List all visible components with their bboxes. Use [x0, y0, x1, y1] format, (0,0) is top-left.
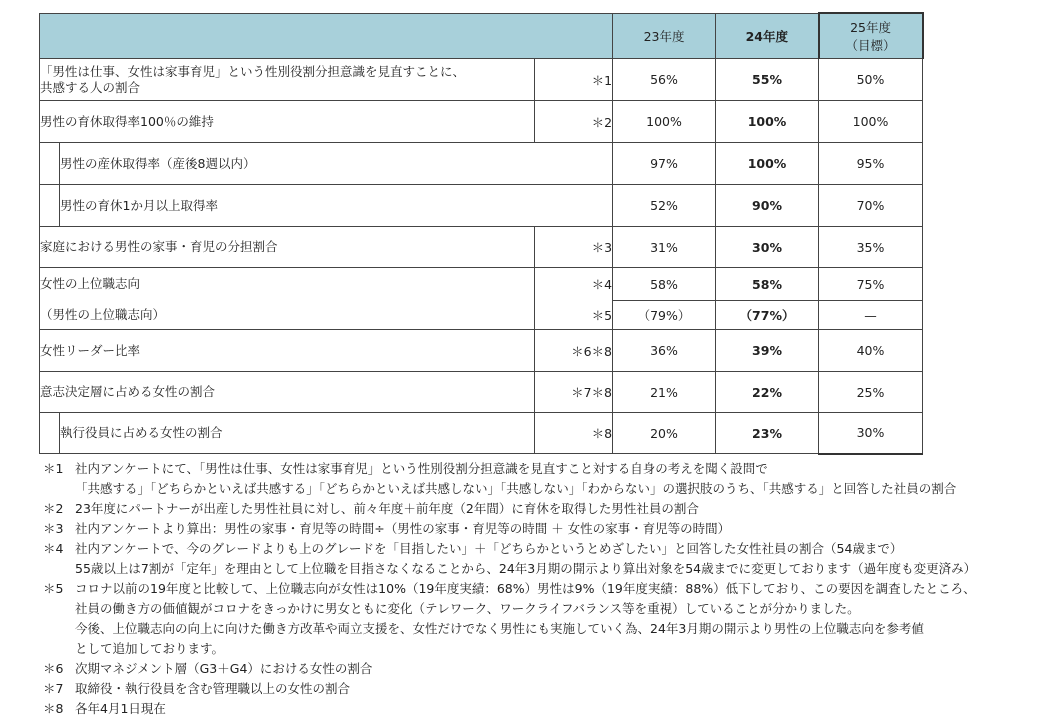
- header-fy23: 23年度: [613, 13, 716, 59]
- footnote-6: [43, 659, 1043, 679]
- value-fy25: —: [819, 301, 923, 330]
- header-fy24: 24年度: [716, 13, 819, 59]
- value-fy23: 31%: [613, 227, 716, 268]
- footnote-mark: ＊2: [43, 501, 64, 516]
- row-label: 女性の上位職志向: [40, 268, 535, 301]
- row-note: ＊1: [535, 59, 613, 101]
- table-row: [40, 143, 923, 185]
- table-row: [40, 185, 923, 227]
- row-note: ＊3: [535, 227, 613, 268]
- value-fy23: 56%: [613, 59, 716, 101]
- row-label: [40, 59, 535, 101]
- footnote-text: コロナ以前の19年度と比較して、上位職志向が女性は10%（19年度実績：68%）男性は9%（19年度実績：88%）低下しており、この要因を調査したところ、: [75, 581, 976, 596]
- row-note: ＊6＊8: [535, 330, 613, 372]
- table-header-row: [40, 13, 923, 59]
- table-row: [40, 101, 923, 143]
- value-fy24: 100%: [716, 101, 819, 143]
- indent-cell: [40, 413, 60, 454]
- footnote-mark: ＊6: [43, 661, 64, 676]
- value-fy23: （79%）: [613, 301, 716, 330]
- kpi-table: [39, 12, 924, 455]
- row-label: 女性リーダー比率: [40, 330, 535, 372]
- footnote-text: 社内アンケートより算出：男性の家事・育児等の時間÷（男性の家事・育児等の時間 ＋ 女性の家事・育児等の時間）: [75, 521, 731, 536]
- row-label-line2: 共感する人の割合: [40, 79, 141, 95]
- value-fy24: 55%: [716, 59, 819, 101]
- footnote-text: 社内アンケートで、今のグレードよりも上のグレードを「目指したい」＋「どちらかというとめざしたい」と回答した女性社員の割合（54歳まで）: [75, 541, 903, 556]
- value-fy24: （77%）: [716, 301, 819, 330]
- footnote-1-cont: 「共感する」「どちらかといえば共感する」「どちらかといえば共感しない」「共感しない」「わからない」の選択肢のうち、「共感する」と回答した社員の割合: [75, 481, 957, 496]
- value-fy24: 30%: [716, 227, 819, 268]
- value-fy25: 100%: [819, 101, 923, 143]
- value-fy24: 22%: [716, 372, 819, 413]
- value-fy24: 23%: [716, 413, 819, 454]
- value-fy25: 25%: [819, 372, 923, 413]
- value-fy24: 90%: [716, 185, 819, 227]
- value-fy23: 21%: [613, 372, 716, 413]
- value-fy25: 30%: [819, 413, 923, 454]
- footnotes: [43, 459, 1043, 719]
- table-row: [40, 413, 923, 454]
- row-note: ＊5: [535, 301, 613, 330]
- footnote-text: 23年度にパートナーが出産した男性社員に対し、前々年度＋前年度（2年間）に育休を取得した男性社員の割合: [75, 501, 699, 516]
- value-fy25: 50%: [819, 59, 923, 101]
- row-note: ＊8: [535, 413, 613, 454]
- value-fy25: 40%: [819, 330, 923, 372]
- value-fy25: 70%: [819, 185, 923, 227]
- table-row: [40, 330, 923, 372]
- header-fy25-line2: （目標）: [845, 38, 896, 53]
- footnote-mark: ＊3: [43, 521, 64, 536]
- value-fy23: 100%: [613, 101, 716, 143]
- table-row: [40, 268, 923, 301]
- footnote-2: [43, 499, 1043, 519]
- value-fy23: 20%: [613, 413, 716, 454]
- row-note: ＊2: [535, 101, 613, 143]
- row-note: ＊4: [535, 268, 613, 301]
- row-label-line1: 「男性は仕事、女性は家事育児」という性別役割分担意識を見直すことに、: [40, 63, 466, 79]
- row-label: 執行役員に占める女性の割合: [60, 413, 535, 454]
- footnote-text: 社内アンケートにて、「男性は仕事、女性は家事育児」という性別役割分担意識を見直すこと対する自身の考えを聞く設問で: [75, 461, 768, 476]
- indent-cell: [40, 185, 60, 227]
- footnote-4: [43, 539, 1043, 559]
- value-fy23: 58%: [613, 268, 716, 301]
- footnote-mark: ＊4: [43, 541, 64, 556]
- header-fy25-line1: 25年度: [850, 20, 891, 35]
- table-row: [40, 59, 923, 101]
- footnote-text: 次期マネジメント層（G3＋G4）における女性の割合: [75, 661, 373, 676]
- footnote-1: [43, 459, 1043, 479]
- footnote-5-cont: 社員の働き方の価値観がコロナをきっかけに男女ともに変化（テレワーク、ワークライフバランス等を重視）していることが分かりました。: [75, 601, 860, 616]
- footnote-mark: ＊5: [43, 581, 64, 596]
- value-fy25: 35%: [819, 227, 923, 268]
- value-fy24: 39%: [716, 330, 819, 372]
- header-blank-cell: [40, 13, 613, 59]
- row-label: 家庭における男性の家事・育児の分担割合: [40, 227, 535, 268]
- row-label: 男性の産休取得率（産後8週以内）: [60, 143, 613, 185]
- footnote-8: [43, 699, 1043, 719]
- row-label: 男性の育休取得率100％の維持: [40, 101, 535, 143]
- value-fy23: 36%: [613, 330, 716, 372]
- table-row: [40, 372, 923, 413]
- row-label: 意志決定層に占める女性の割合: [40, 372, 535, 413]
- value-fy23: 97%: [613, 143, 716, 185]
- footnote-text: 取締役・執行役員を含む管理職以上の女性の割合: [75, 681, 351, 696]
- footnote-5-cont: として追加しております。: [75, 641, 225, 656]
- indent-cell: [40, 143, 60, 185]
- footnote-3: [43, 519, 1043, 539]
- value-fy25: 95%: [819, 143, 923, 185]
- footnote-5-cont: 今後、上位職志向の向上に向けた働き方改革や両立支援を、女性だけでなく男性にも実施していく為、24年3月期の開示より男性の上位職志向を参考値: [75, 621, 924, 636]
- footnote-mark: ＊7: [43, 681, 64, 696]
- value-fy24: 58%: [716, 268, 819, 301]
- row-note: ＊7＊8: [535, 372, 613, 413]
- row-label: 男性の育休1か月以上取得率: [60, 185, 613, 227]
- footnote-7: [43, 679, 1043, 699]
- table-row: [40, 301, 923, 330]
- value-fy25: 75%: [819, 268, 923, 301]
- row-label: （男性の上位職志向）: [40, 301, 535, 330]
- header-fy25-target: [819, 13, 923, 59]
- value-fy23: 52%: [613, 185, 716, 227]
- footnote-mark: ＊1: [43, 461, 64, 476]
- value-fy24: 100%: [716, 143, 819, 185]
- footnote-text: 各年4月1日現在: [75, 701, 166, 716]
- footnote-5: [43, 579, 1043, 599]
- footnote-mark: ＊8: [43, 701, 64, 716]
- footnote-4-cont: 55歳以上は7割が「定年」を理由として上位職を目指さなくなることから、24年3月期の開示より算出対象を54歳までに変更しております（過年度も変更済み）: [75, 561, 977, 576]
- table-row: [40, 227, 923, 268]
